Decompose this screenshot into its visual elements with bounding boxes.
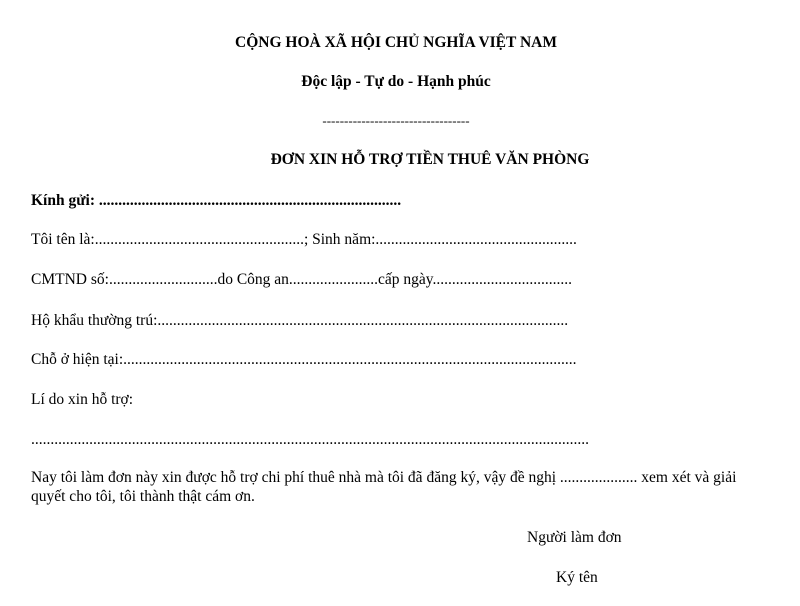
national-motto: Độc lập - Tự do - Hạnh phúc xyxy=(301,73,491,90)
name-birthyear-line: Tôi tên là:......................................................; Sinh năm:.................................................... xyxy=(31,231,577,248)
household-line: Hộ khẩu thường trú:.......................................................................................................... xyxy=(31,312,569,329)
national-title: CỘNG HOÀ XÃ HỘI CHỦ NGHĨA VIỆT NAM xyxy=(235,34,557,51)
signature-label: Ký tên xyxy=(556,569,598,586)
header-separator: ---------------------------------- xyxy=(322,113,470,128)
residence-line: Chỗ ở hiện tại:..................................................................................................................... xyxy=(31,351,577,368)
reason-label: Lí do xin hỗ trợ: xyxy=(31,391,134,408)
applicant-label: Người làm đơn xyxy=(527,529,622,546)
recipient-line: Kính gửi: .............................................................................. xyxy=(31,192,402,209)
reason-dots-line: ................................................................................................................................................ xyxy=(31,431,589,448)
request-paragraph: Nay tôi làm đơn này xin được hỗ trợ chi phí thuê nhà mà tôi đã đăng ký, vậy đề nghị .................... xem xét và giải quyết cho tôi, tôi thành thật cám ơn. xyxy=(31,469,737,505)
id-card-line: CMTND số:............................do Công an.......................cấp ngày.................................... xyxy=(31,271,573,288)
document-title: ĐƠN XIN HỖ TRỢ TIỀN THUÊ VĂN PHÒNG xyxy=(270,151,590,168)
